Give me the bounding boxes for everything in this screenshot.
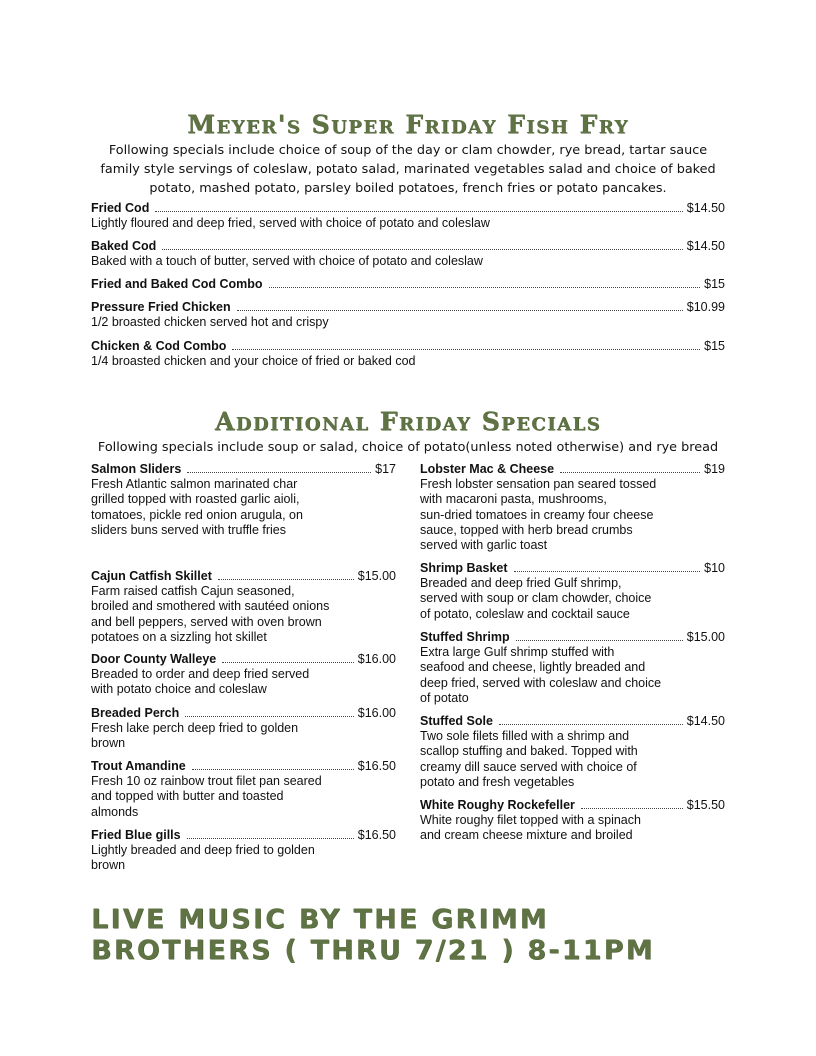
- menu-item-pressure-fried-chicken: [91, 300, 725, 330]
- leader-dots: [218, 579, 354, 580]
- item-name: Breaded Perch: [91, 706, 180, 720]
- item-price: $17: [375, 462, 396, 476]
- item-price: $14.50: [686, 201, 725, 215]
- menu-item-chicken-cod-combo: [91, 339, 725, 369]
- leader-dots: [187, 472, 371, 473]
- leader-dots: [269, 287, 701, 288]
- item-name: Baked Cod: [91, 239, 157, 253]
- menu-item-fried-blue-gills: [91, 828, 396, 874]
- leader-dots: [222, 662, 354, 663]
- item-description: White roughy filet topped with a spinach and cream cheese mixture and broiled: [420, 813, 641, 843]
- live-music-banner: [91, 904, 751, 966]
- item-description: Fresh lobster sensation pan seared tossed with macaroni pasta, mushrooms, sun-dried tomatoes in creamy four cheese sauce, topped with herb bread crumbs served with garlic toast: [420, 477, 657, 553]
- item-name: Fried Cod: [91, 201, 150, 215]
- item-name: Pressure Fried Chicken: [91, 300, 231, 314]
- menu-item-stuffed-sole: [420, 714, 725, 790]
- leader-dots: [185, 716, 354, 717]
- menu-item-white-roughy-rockefeller: [420, 798, 725, 844]
- item-name: Fried and Baked Cod Combo: [91, 277, 263, 291]
- item-price: $15.50: [686, 798, 725, 812]
- item-name: Salmon Sliders: [91, 462, 182, 476]
- leader-dots: [560, 472, 700, 473]
- leader-dots: [192, 769, 354, 770]
- menu-item-cajun-catfish-skillet: [91, 569, 396, 645]
- live-music-line-1: LIVE MUSIC BY THE GRIMM: [91, 904, 549, 935]
- item-price: $14.50: [686, 239, 725, 253]
- item-description: Farm raised catfish Cajun seasoned, broiled and smothered with sautéed onions and bell peppers, served with oven brown potatoes on a sizzling hot skillet: [91, 584, 330, 644]
- item-description: 1/4 broasted chicken and your choice of fried or baked cod: [91, 354, 416, 368]
- item-description: Fresh 10 oz rainbow trout filet pan seared and topped with butter and toasted almonds: [91, 774, 322, 819]
- item-name: Shrimp Basket: [420, 561, 508, 575]
- menu-item-trout-amandine: [91, 759, 396, 820]
- item-name: Fried Blue gills: [91, 828, 181, 842]
- item-description: 1/2 broasted chicken served hot and crispy: [91, 315, 329, 329]
- item-name: Stuffed Shrimp: [420, 630, 510, 644]
- leader-dots: [499, 724, 683, 725]
- menu-item-salmon-sliders: [91, 462, 396, 538]
- leader-dots: [516, 640, 683, 641]
- item-price: $10.99: [686, 300, 725, 314]
- item-description: Two sole filets filled with a shrimp and scallop stuffing and baked. Topped with creamy dill sauce served with choice of potato and fresh vegetables: [420, 729, 638, 789]
- menu-item-stuffed-shrimp: [420, 630, 725, 706]
- menu-item-baked-cod: [91, 239, 725, 269]
- leader-dots: [514, 571, 701, 572]
- item-name: Trout Amandine: [91, 759, 186, 773]
- additional-specials-intro: Following specials include soup or salad, choice of potato(unless noted otherwise) and rye bread: [97, 440, 719, 455]
- item-name: Door County Walleye: [91, 652, 217, 666]
- leader-dots: [187, 838, 354, 839]
- fish-fry-title: Meyer's Super Friday Fish Fry: [187, 110, 629, 139]
- menu-item-breaded-perch: [91, 706, 396, 752]
- item-description: Breaded and deep fried Gulf shrimp, served with soup or clam chowder, choice of potato, coleslaw and cocktail sauce: [420, 576, 652, 621]
- item-name: Cajun Catfish Skillet: [91, 569, 212, 583]
- menu-item-fried-cod: [91, 201, 725, 231]
- item-description: Lightly breaded and deep fried to golden brown: [91, 843, 315, 873]
- item-description: Baked with a touch of butter, served with choice of potato and coleslaw: [91, 254, 483, 268]
- item-price: $16.50: [357, 828, 396, 842]
- item-description: Extra large Gulf shrimp stuffed with seafood and cheese, lightly breaded and deep fried, served with coleslaw and choice of potato: [420, 645, 662, 705]
- item-description: Fresh lake perch deep fried to golden brown: [91, 721, 299, 751]
- menu-item-cod-combo: [91, 277, 725, 292]
- item-description: Breaded to order and deep fried served with potato choice and coleslaw: [91, 667, 310, 697]
- leader-dots: [162, 249, 682, 250]
- item-price: $15: [704, 339, 725, 353]
- item-name: Chicken & Cod Combo: [91, 339, 227, 353]
- leader-dots: [232, 349, 700, 350]
- menu-item-lobster-mac-cheese: [420, 462, 725, 553]
- leader-dots: [581, 808, 683, 809]
- item-price: $14.50: [686, 714, 725, 728]
- fish-fry-intro: Following specials include choice of soup of the day or clam chowder, rye bread, tartar sauce family style servings of coleslaw, potato salad, marinated vegetables salad and choice of baked potato, mashed potato, parsley boiled potatoes, french fries or potato pancakes.: [100, 143, 716, 196]
- item-name: Stuffed Sole: [420, 714, 493, 728]
- item-price: $16.00: [357, 706, 396, 720]
- item-price: $19: [704, 462, 725, 476]
- live-music-line-2: BROTHERS ( THRU 7/21 ) 8-11PM: [91, 935, 655, 966]
- leader-dots: [155, 211, 682, 212]
- item-name: Lobster Mac & Cheese: [420, 462, 555, 476]
- additional-specials-title: Additional Friday Specials: [214, 407, 602, 436]
- item-description: Lightly floured and deep fried, served with choice of potato and coleslaw: [91, 216, 490, 230]
- item-name: White Roughy Rockefeller: [420, 798, 575, 812]
- menu-item-shrimp-basket: [420, 561, 725, 622]
- item-price: $16.00: [357, 652, 396, 666]
- item-price: $15: [704, 277, 725, 291]
- menu-item-door-county-walleye: [91, 652, 396, 698]
- item-price: $15.00: [686, 630, 725, 644]
- item-description: Fresh Atlantic salmon marinated char grilled topped with roasted garlic aioli, tomatoes, pickle red onion arugula, on sliders buns served with truffle fries: [91, 477, 303, 537]
- item-price: $10: [704, 561, 725, 575]
- item-price: $15.00: [357, 569, 396, 583]
- item-price: $16.50: [357, 759, 396, 773]
- leader-dots: [237, 310, 683, 311]
